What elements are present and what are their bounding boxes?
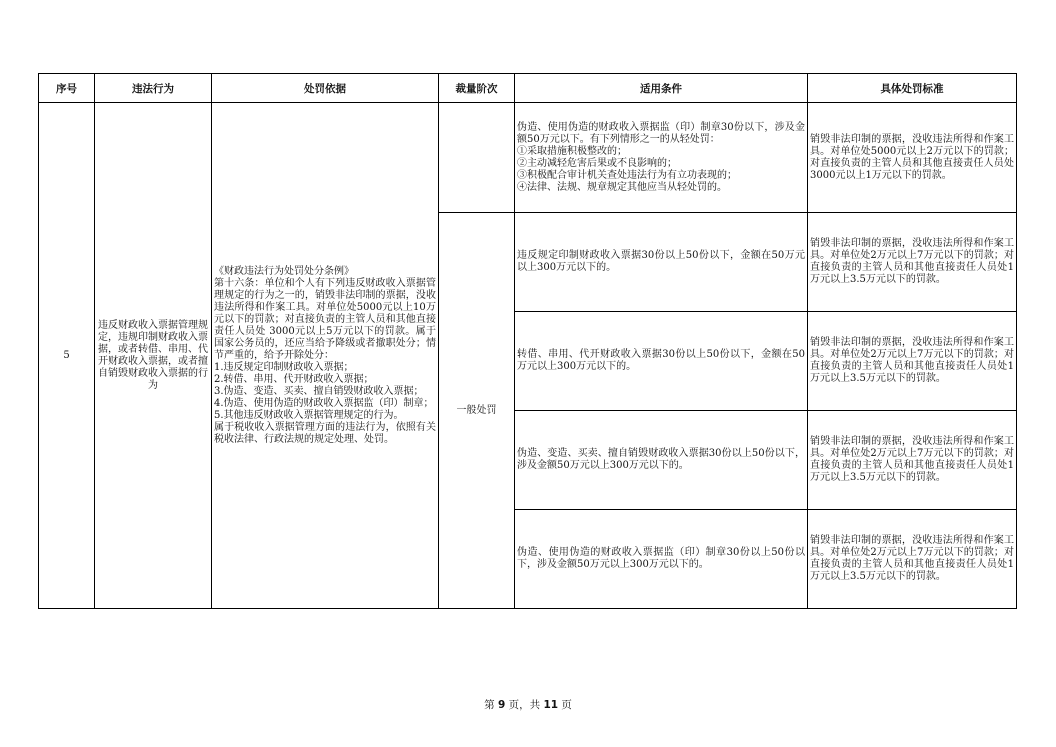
standard-cell: 销毁非法印制的票据，没收违法所得和作案工具。对单位处2万元以上7万元以下的罚款；对直接负责的主管人员和其他直接责任人员处1万元以上3.5万元以下的罚款。 <box>808 510 1017 609</box>
footer-mid: 页，共 <box>508 699 541 711</box>
standard-cell: 销毁非法印制的票据，没收违法所得和作案工具。对单位处2万元以上7万元以下的罚款；对直接负责的主管人员和其他直接责任人员处1万元以上3.5万元以下的罚款。 <box>808 312 1017 411</box>
basis-cell: 《财政违法行为处罚处分条例》 第十六条：单位和个人有下列违反财政收入票据管理规定的行为之一的，销毁非法印制的票据，没收违法所得和作案工具。对单位处5000元以上10万元以下的罚款；对直接负责的主管人员和其他直接责任人员处 3000元以上5万元以下的罚款。属于国家公务员的，还应当给予降级或者撤职处分；情节严重的，给予开除处分： 1.违反规定印制财政收入票据； 2.转借、串用、代开财政收入票据； 3.伪造、变造、买卖、擅自销毁财政收入票据； 4.伪造、使用伪造的财政收入票据监（印）制章； 5.其他违反财政收入票据管理规定的行为。 属于税收收入票据管理方面的违法行为，依照有关税收法律、行政法规的规定处理、处罚。 <box>212 103 439 609</box>
condition-cell: 伪造、使用伪造的财政收入票据监（印）制章30份以上50份以下，涉及金额50万元以上300万元以下的。 <box>515 510 808 609</box>
standard-cell: 销毁非法印制的票据，没收违法所得和作案工具。对单位处2万元以上7万元以下的罚款；对直接负责的主管人员和其他直接责任人员处1万元以上3.5万元以下的罚款。 <box>808 411 1017 510</box>
level-cell-light <box>439 103 515 213</box>
standard-cell: 销毁非法印制的票据，没收违法所得和作案工具。对单位处2万元以上7万元以下的罚款；对直接负责的主管人员和其他直接责任人员处1万元以上3.5万元以下的罚款。 <box>808 213 1017 312</box>
footer-page-total: 11 <box>543 699 559 711</box>
header-violation: 违法行为 <box>95 74 212 103</box>
level-cell-general: 一般处罚 <box>439 213 515 609</box>
table-row <box>39 103 1017 213</box>
header-row <box>39 74 1017 103</box>
header-basis: 处罚依据 <box>212 74 439 103</box>
header-no: 序号 <box>39 74 95 103</box>
footer-page-number: 9 <box>497 699 506 711</box>
standard-cell: 销毁非法印制的票据，没收违法所得和作案工具。对单位处5000元以上2万元以下的罚款；对直接负责的主管人员和其他直接责任人员处3000元以上1万元以下的罚款。 <box>808 103 1017 213</box>
condition-cell: 伪造、变造、买卖、擅自销毁财政收入票据30份以上50份以下，涉及金额50万元以上300万元以下的。 <box>515 411 808 510</box>
footer-suffix: 页 <box>561 699 572 711</box>
header-condition: 适用条件 <box>515 74 808 103</box>
header-standard: 具体处罚标准 <box>808 74 1017 103</box>
condition-cell: 伪造、使用伪造的财政收入票据监（印）制章30份以下，涉及金额50万元以下。有下列情形之一的从轻处罚： ①采取措施积极整改的； ②主动减轻危害后果或不良影响的； ③积极配合审计机关查处违法行为有立功表现的； ④法律、法规、规章规定其他应当从轻处罚的。 <box>515 103 808 213</box>
row-number: 5 <box>39 103 95 609</box>
condition-cell: 转借、串用、代开财政收入票据30份以上50份以下，金额在50万元以上300万元以下的。 <box>515 312 808 411</box>
page-footer <box>0 697 1056 712</box>
condition-cell: 违反规定印制财政收入票据30份以上50份以下，金额在50万元以上300万元以下的。 <box>515 213 808 312</box>
violation-cell: 违反财政收入票据管理规定，违规印制财政收入票据，或者转借、串用、代开财政收入票据，或者擅自销毁财政收入票据的行为 <box>95 103 212 609</box>
header-level: 裁量阶次 <box>439 74 515 103</box>
penalty-table <box>38 73 1017 609</box>
footer-prefix: 第 <box>484 699 495 711</box>
